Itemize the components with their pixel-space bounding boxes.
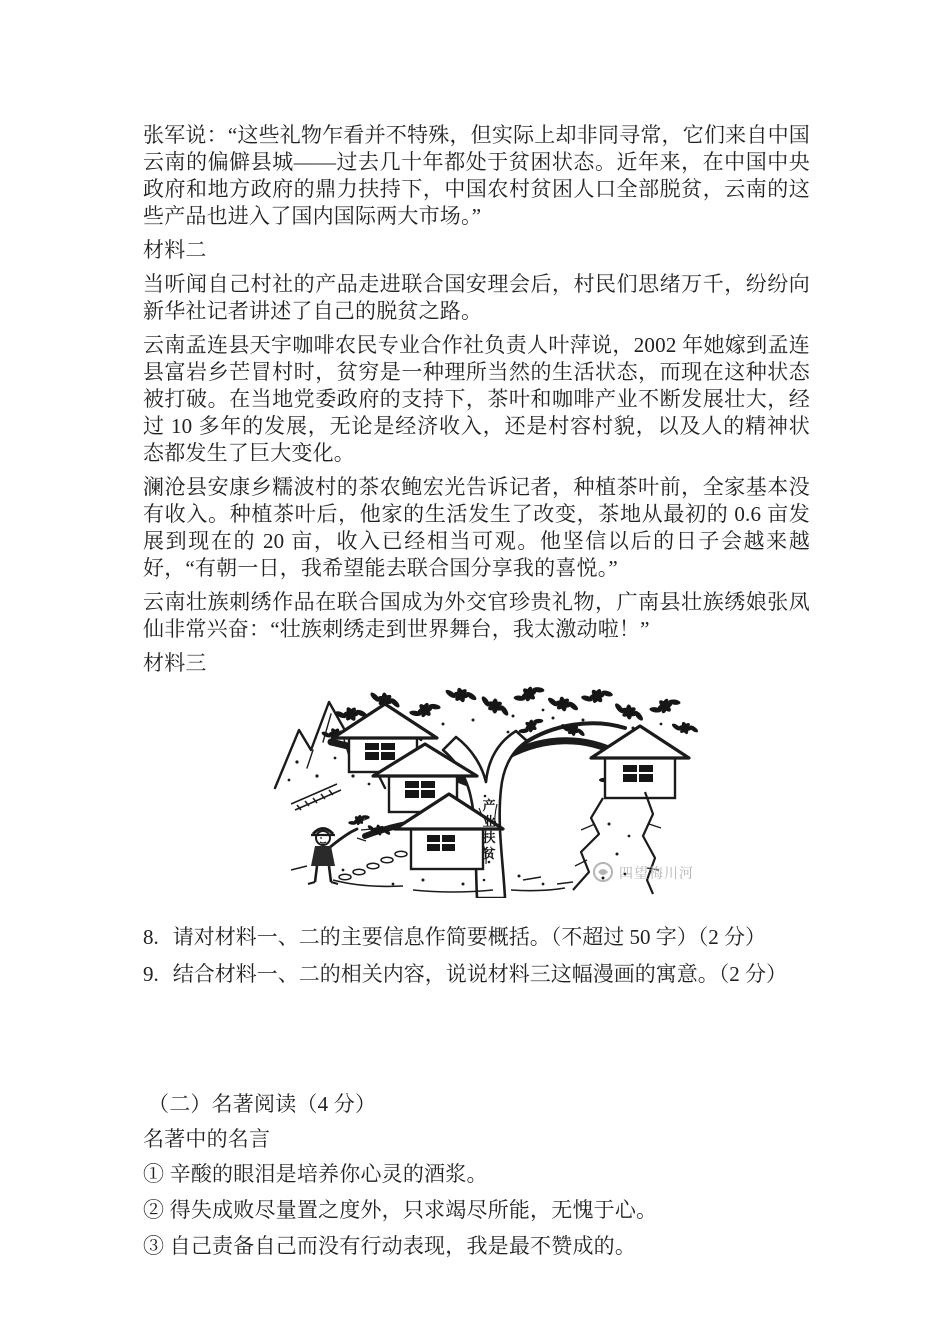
left-path-icon (291, 784, 341, 810)
question-9-text: 结合材料一、二的相关内容，说说材料三这幅漫画的寓意。（2 分） (172, 962, 787, 986)
poverty-alleviation-cartoon (273, 684, 705, 898)
famous-quotes-subheading: 名著中的名言 (143, 1127, 271, 1151)
material-three-heading: 材料三 (143, 651, 207, 675)
question-9-number: 9. (143, 962, 159, 986)
svg-text:贫: 贫 (482, 846, 496, 861)
material-two-paragraph-4: 云南壮族刺绣作品在联合国成为外交官珍贵礼物，广南县壮族绣娘张凤仙非常兴奋：“壮族刺绣走到世界舞台，我太激动啦！” (143, 590, 810, 641)
section-two-heading: （二）名著阅读（4 分） (148, 1092, 377, 1116)
material-one-paragraph: 张军说：“这些礼物乍看并不特殊，但实际上却非同寻常，它们来自中国云南的偏僻县城——过去几十年都处于贫困状态。近年来，在中国中央政府和地方政府的鼎力扶持下，中国农村贫困人口全部脱贫，云南的这些产品也进入了国内国际两大市场。” (143, 123, 810, 228)
watermark (594, 863, 694, 882)
svg-text:业: 业 (482, 814, 496, 829)
watermark-text: 四望梅川河 (619, 867, 694, 882)
question-8 (143, 924, 810, 951)
quote-1: ① 辛酸的眼泪是培养你心灵的酒浆。 (143, 1162, 488, 1186)
cartoon-illustration (273, 684, 705, 898)
svg-text:扶: 扶 (482, 830, 496, 845)
ground-dots (342, 869, 545, 886)
stone-path-icon (339, 851, 407, 880)
house-4 (591, 726, 689, 798)
quote-2: ② 得失成败尽量置之度外，只求竭尽所能，无愧于心。 (143, 1198, 658, 1222)
material-two-paragraph-1: 当听闻自己村社的产品走进联合国安理会后，村民们思绪万千，纷纷向新华社记者讲述了自己的脱贫之路。 (143, 272, 810, 323)
question-9 (143, 961, 810, 988)
trunk-label (481, 798, 495, 861)
material-two-paragraph-3: 澜沧县安康乡糯波村的茶农鲍宏光告诉记者，种植茶叶前，全家基本没有收入。种植茶叶后，他家的生活发生了改变，茶地从最初的 0.6 亩发展到现在的 20 亩，收入已经相当可观。他坚信以后的日子会越来越好，“有朝一日，我希望能去联合国分享我的喜悦。” (143, 475, 810, 580)
material-two-paragraph-2: 云南孟连县天宇咖啡农民专业合作社负责人叶萍说，2002 年她嫁到孟连县富岩乡芒冒村时，贫穷是一种理所当然的生活状态，而现在这种状态被打破。在当地党委政府的支持下，茶叶和咖啡产业不断发展壮大，经过 10 多年的发展，无论是经济收入，还是村容村貌，以及人的精神状态都发生了巨大变化。 (143, 333, 810, 465)
question-8-number: 8. (143, 925, 159, 949)
material-two-heading: 材料二 (143, 238, 207, 262)
document-content (143, 122, 810, 1269)
svg-text:产: 产 (482, 798, 496, 813)
question-8-text: 请对材料一、二的主要信息作简要概括。（不超过 50 字）（2 分） (172, 925, 766, 949)
quote-3: ③ 自己责备自己而没有行动表现，我是最不赞成的。 (143, 1234, 637, 1258)
